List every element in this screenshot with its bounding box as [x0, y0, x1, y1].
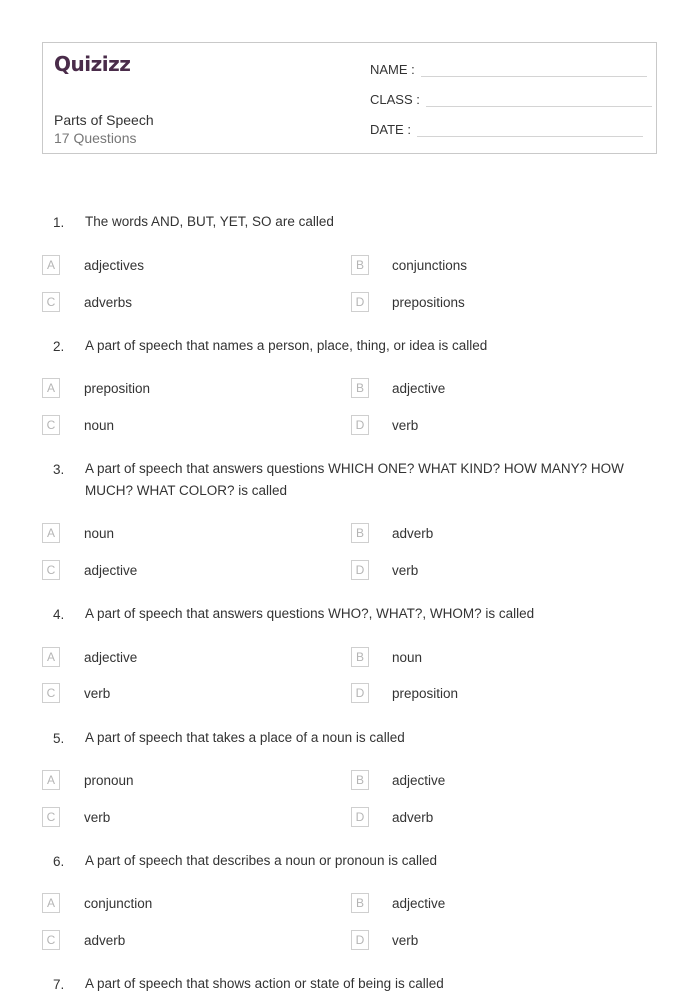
option-letter: C [42, 930, 60, 950]
option-text: adverb [392, 809, 434, 825]
option-text: noun [84, 417, 115, 433]
option-b[interactable] [351, 523, 433, 543]
option-letter: C [42, 560, 60, 580]
option-text: preposition [84, 380, 151, 396]
option-d[interactable] [351, 930, 418, 950]
option-a[interactable] [42, 378, 150, 398]
option-letter: D [351, 292, 369, 312]
option-a[interactable] [42, 523, 114, 543]
option-d[interactable] [351, 683, 458, 703]
option-d[interactable] [351, 560, 418, 580]
option-letter: B [351, 255, 369, 275]
option-text: adjectives [84, 257, 145, 273]
option-text: adverbs [84, 294, 133, 310]
class-field[interactable] [370, 92, 652, 107]
option-c[interactable] [42, 292, 132, 312]
question-text: A part of speech that answers questions WHO?, WHAT?, WHOM? is called [85, 606, 535, 621]
option-letter: B [351, 647, 369, 667]
question-number: 2. [53, 339, 65, 354]
option-c[interactable] [42, 930, 125, 950]
option-letter: A [42, 255, 60, 275]
option-c[interactable] [42, 807, 110, 827]
option-text: adjective [392, 380, 446, 396]
quizizz-logo: Quizizz [54, 52, 131, 76]
option-letter: D [351, 807, 369, 827]
option-a[interactable] [42, 647, 137, 667]
option-text: noun [84, 525, 115, 541]
option-letter: A [42, 378, 60, 398]
option-letter: C [42, 415, 60, 435]
option-b[interactable] [351, 255, 467, 275]
option-letter: A [42, 770, 60, 790]
option-text: verb [392, 932, 419, 948]
option-letter: C [42, 807, 60, 827]
question-text: A part of speech that shows action or state of being is called [85, 976, 444, 991]
question-number: 6. [53, 854, 65, 869]
name-field[interactable] [370, 62, 647, 77]
question-text: A part of speech that describes a noun or pronoun is called [85, 853, 437, 868]
option-d[interactable] [351, 292, 465, 312]
option-text: conjunctions [392, 257, 468, 273]
option-c[interactable] [42, 560, 137, 580]
option-letter: D [351, 560, 369, 580]
option-a[interactable] [42, 255, 144, 275]
question-text: A part of speech that takes a place of a noun is called [85, 730, 405, 745]
option-letter: D [351, 415, 369, 435]
question-text: A part of speech that names a person, place, thing, or idea is called [85, 338, 488, 353]
option-letter: D [351, 683, 369, 703]
option-text: adjective [392, 895, 446, 911]
question-number: 5. [53, 731, 65, 746]
option-text: noun [392, 649, 423, 665]
question-number: 4. [53, 607, 65, 622]
question-number: 3. [53, 462, 65, 477]
option-text: verb [392, 417, 419, 433]
option-text: verb [84, 685, 111, 701]
option-letter: B [351, 523, 369, 543]
option-text: verb [84, 809, 111, 825]
option-text: prepositions [392, 294, 465, 310]
option-a[interactable] [42, 893, 152, 913]
worksheet-header [42, 42, 657, 154]
option-text: adjective [84, 562, 138, 578]
option-text: preposition [392, 685, 459, 701]
option-text: adverb [392, 525, 434, 541]
question-number: 7. [53, 977, 65, 992]
option-text: adjective [84, 649, 138, 665]
option-text: adjective [392, 772, 446, 788]
option-b[interactable] [351, 893, 445, 913]
question-count: 17 Questions [54, 130, 137, 146]
class-line [426, 92, 652, 107]
option-text: verb [392, 562, 419, 578]
option-letter: A [42, 647, 60, 667]
option-b[interactable] [351, 770, 445, 790]
option-b[interactable] [351, 647, 422, 667]
option-letter: B [351, 893, 369, 913]
name-label: NAME : [370, 62, 415, 77]
date-label: DATE : [370, 122, 411, 137]
option-letter: D [351, 930, 369, 950]
option-text: adverb [84, 932, 126, 948]
option-b[interactable] [351, 378, 445, 398]
date-line [417, 122, 643, 137]
option-a[interactable] [42, 770, 134, 790]
option-letter: A [42, 523, 60, 543]
option-letter: C [42, 683, 60, 703]
date-field[interactable] [370, 122, 643, 137]
option-letter: C [42, 292, 60, 312]
option-letter: B [351, 770, 369, 790]
question-text: The words AND, BUT, YET, SO are called [85, 214, 334, 229]
option-d[interactable] [351, 415, 418, 435]
name-line [421, 62, 647, 77]
option-text: pronoun [84, 772, 134, 788]
class-label: CLASS : [370, 92, 420, 107]
worksheet-title: Parts of Speech [54, 112, 154, 128]
option-letter: A [42, 893, 60, 913]
option-d[interactable] [351, 807, 433, 827]
option-letter: B [351, 378, 369, 398]
question-number: 1. [53, 215, 65, 230]
option-text: conjunction [84, 895, 153, 911]
option-c[interactable] [42, 415, 114, 435]
question-text: A part of speech that answers questions WHICH ONE? WHAT KIND? HOW MANY? HOW MUCH? WHAT COLOR? is called [85, 461, 624, 498]
option-c[interactable] [42, 683, 110, 703]
